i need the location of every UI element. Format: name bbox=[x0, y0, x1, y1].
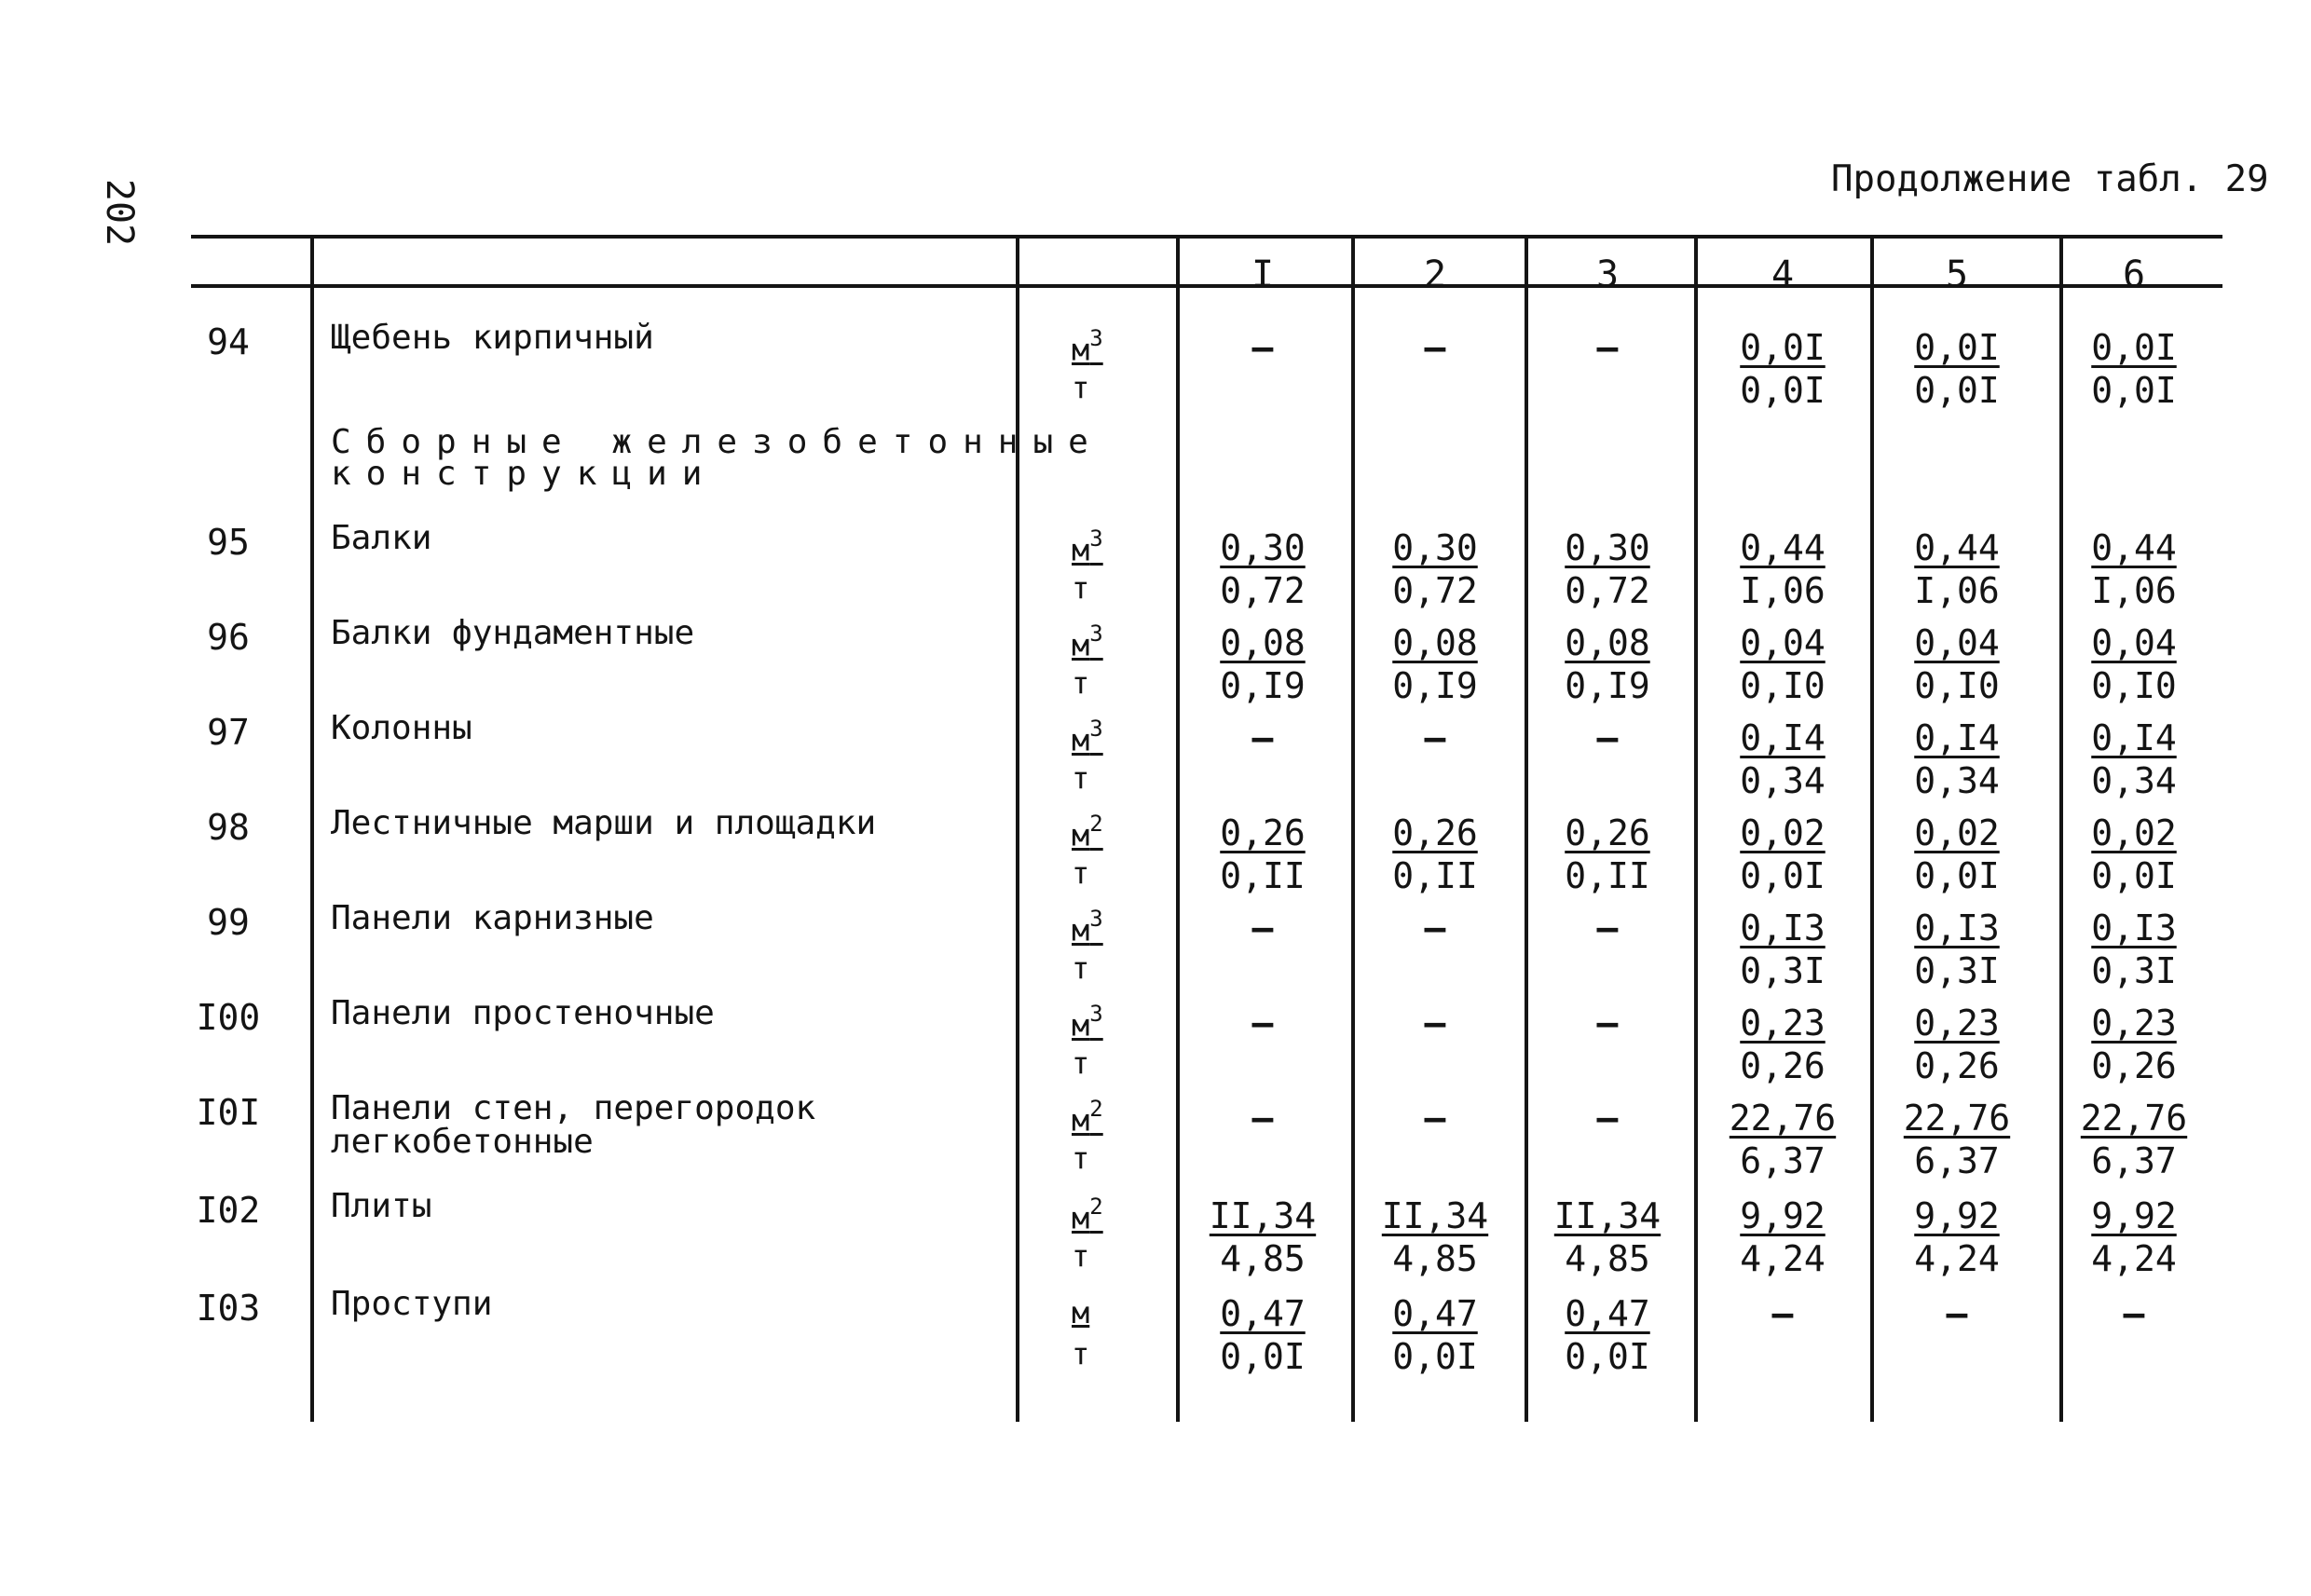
value-volume: 0,08 bbox=[1565, 622, 1650, 663]
empty-dash: – bbox=[1771, 1293, 1794, 1334]
empty-dash: – bbox=[1596, 717, 1619, 758]
empty-dash: – bbox=[2123, 1293, 2145, 1334]
value-volume: 9,92 bbox=[1914, 1195, 2000, 1236]
unit-volume: $м^3$ bbox=[1072, 1001, 1103, 1044]
unit-mass: т bbox=[1072, 570, 1090, 606]
column-header: 2 bbox=[1423, 253, 1447, 296]
value-volume: 22,76 bbox=[1729, 1098, 1837, 1139]
empty-dash: – bbox=[1596, 1003, 1619, 1044]
value-volume: 0,47 bbox=[1565, 1293, 1650, 1334]
value-mass: 0,34 bbox=[2091, 760, 2177, 801]
empty-dash: – bbox=[1596, 907, 1619, 948]
value-volume: 0,30 bbox=[1220, 527, 1306, 568]
table-continuation-caption: Продолжение табл. 29 bbox=[1831, 158, 2269, 200]
value-volume: 0,26 bbox=[1392, 812, 1478, 853]
value-mass: 0,0I bbox=[1392, 1336, 1478, 1377]
value-mass: 0,72 bbox=[1220, 570, 1306, 611]
item-name: Плиты bbox=[331, 1187, 432, 1225]
row-number: 98 bbox=[207, 807, 250, 848]
value-volume: 0,0I bbox=[2091, 327, 2177, 368]
item-name: Панели стен, перегородок легкобетонные bbox=[331, 1089, 816, 1161]
column-header: 4 bbox=[1771, 253, 1795, 296]
value-mass: 0,0I bbox=[2091, 370, 2177, 411]
value-mass: I,06 bbox=[1914, 570, 2000, 611]
value-mass: 0,0I bbox=[1220, 1336, 1306, 1377]
row-number: I03 bbox=[196, 1288, 261, 1329]
item-name: Балки bbox=[331, 519, 432, 557]
value-mass: 0,0I bbox=[1914, 370, 2000, 411]
unit-mass: т bbox=[1072, 950, 1090, 986]
value-volume: 9,92 bbox=[2091, 1195, 2177, 1236]
column-header: 3 bbox=[1595, 253, 1620, 296]
value-volume: 0,08 bbox=[1392, 622, 1478, 663]
value-mass: 0,II bbox=[1392, 855, 1478, 896]
page-number: 202 bbox=[98, 178, 142, 247]
value-mass: 6,37 bbox=[1740, 1140, 1826, 1181]
unit-volume: $м^3$ bbox=[1072, 621, 1103, 663]
unit-mass: т bbox=[1072, 855, 1090, 891]
value-mass: 0,0I bbox=[1740, 855, 1826, 896]
item-name: Панели простеночные bbox=[331, 994, 715, 1032]
empty-dash: – bbox=[1424, 907, 1446, 948]
value-mass: 0,34 bbox=[1914, 760, 2000, 801]
column-divider bbox=[1351, 237, 1355, 1422]
value-mass: 4,85 bbox=[1565, 1238, 1650, 1279]
value-mass: 0,I9 bbox=[1392, 665, 1478, 706]
value-mass: 4,85 bbox=[1220, 1238, 1306, 1279]
value-mass: 0,I0 bbox=[2091, 665, 2177, 706]
value-volume: II,34 bbox=[1209, 1195, 1317, 1236]
unit-volume: м bbox=[1072, 1295, 1090, 1330]
value-volume: 0,0I bbox=[1740, 327, 1826, 368]
column-divider bbox=[1016, 237, 1019, 1422]
column-header: I bbox=[1251, 253, 1275, 296]
value-volume: 0,04 bbox=[1914, 622, 2000, 663]
column-divider bbox=[1176, 237, 1180, 1422]
value-mass: I,06 bbox=[2091, 570, 2177, 611]
value-volume: 0,30 bbox=[1565, 527, 1650, 568]
value-mass: 6,37 bbox=[2091, 1140, 2177, 1181]
item-name: Балки фундаментные bbox=[331, 614, 695, 652]
value-mass: 4,24 bbox=[1740, 1238, 1826, 1279]
value-volume: 9,92 bbox=[1740, 1195, 1826, 1236]
item-name: Проступи bbox=[331, 1285, 493, 1323]
column-divider bbox=[1870, 237, 1874, 1422]
column-header: 5 bbox=[1945, 253, 1969, 296]
value-volume: 0,44 bbox=[1914, 527, 2000, 568]
value-mass: 0,0I bbox=[1565, 1336, 1650, 1377]
value-mass: 0,72 bbox=[1392, 570, 1478, 611]
unit-mass: т bbox=[1072, 1140, 1090, 1176]
row-number: 99 bbox=[207, 902, 250, 943]
unit-mass: т bbox=[1072, 370, 1090, 405]
unit-volume: $м^3$ bbox=[1072, 525, 1103, 568]
column-divider bbox=[2059, 237, 2063, 1422]
empty-dash: – bbox=[1251, 907, 1274, 948]
value-mass: 0,34 bbox=[1740, 760, 1826, 801]
value-volume: 0,44 bbox=[1740, 527, 1826, 568]
value-volume: 0,04 bbox=[1740, 622, 1826, 663]
value-volume: 0,I3 bbox=[1740, 907, 1826, 948]
unit-volume: $м^3$ bbox=[1072, 906, 1103, 948]
column-divider bbox=[1525, 237, 1528, 1422]
row-number: I00 bbox=[196, 997, 261, 1038]
item-name: Щебень кирпичный bbox=[331, 319, 654, 357]
value-mass: 0,26 bbox=[2091, 1045, 2177, 1086]
value-volume: 0,08 bbox=[1220, 622, 1306, 663]
unit-mass: т bbox=[1072, 760, 1090, 796]
value-volume: 0,02 bbox=[1740, 812, 1826, 853]
value-mass: 0,I9 bbox=[1220, 665, 1306, 706]
empty-dash: – bbox=[1424, 1003, 1446, 1044]
value-volume: 0,I3 bbox=[2091, 907, 2177, 948]
unit-volume: $м^2$ bbox=[1072, 1096, 1103, 1139]
empty-dash: – bbox=[1251, 1003, 1274, 1044]
value-volume: II,34 bbox=[1553, 1195, 1661, 1236]
row-number: I0I bbox=[196, 1092, 261, 1133]
value-volume: 0,23 bbox=[1740, 1003, 1826, 1044]
empty-dash: – bbox=[1424, 1098, 1446, 1139]
value-volume: 0,04 bbox=[2091, 622, 2177, 663]
item-name: Панели карнизные bbox=[331, 899, 654, 937]
value-volume: II,34 bbox=[1381, 1195, 1489, 1236]
value-volume: 0,47 bbox=[1220, 1293, 1306, 1334]
empty-dash: – bbox=[1596, 327, 1619, 368]
value-volume: 0,30 bbox=[1392, 527, 1478, 568]
value-mass: 6,37 bbox=[1914, 1140, 2000, 1181]
value-volume: 0,23 bbox=[1914, 1003, 2000, 1044]
value-mass: 0,3I bbox=[1914, 950, 2000, 991]
item-name: Лестничные марши и площадки bbox=[331, 804, 877, 842]
table-top-rule bbox=[191, 235, 2222, 239]
value-volume: 0,I4 bbox=[1914, 717, 2000, 758]
empty-dash: – bbox=[1251, 1098, 1274, 1139]
value-volume: 0,I3 bbox=[1914, 907, 2000, 948]
unit-volume: $м^3$ bbox=[1072, 716, 1103, 758]
value-volume: 0,02 bbox=[1914, 812, 2000, 853]
value-mass: 4,85 bbox=[1392, 1238, 1478, 1279]
empty-dash: – bbox=[1424, 717, 1446, 758]
value-mass: 0,3I bbox=[1740, 950, 1826, 991]
value-mass: 0,II bbox=[1565, 855, 1650, 896]
row-number: I02 bbox=[196, 1190, 261, 1231]
value-volume: 0,23 bbox=[2091, 1003, 2177, 1044]
empty-dash: – bbox=[1946, 1293, 1968, 1334]
row-number: 95 bbox=[207, 522, 250, 563]
column-header: 6 bbox=[2122, 253, 2146, 296]
value-mass: 0,0I bbox=[1740, 370, 1826, 411]
value-volume: 22,76 bbox=[1903, 1098, 2011, 1139]
value-mass: 0,26 bbox=[1740, 1045, 1826, 1086]
unit-volume: $м^3$ bbox=[1072, 325, 1103, 368]
unit-mass: т bbox=[1072, 1238, 1090, 1274]
row-number: 96 bbox=[207, 617, 250, 658]
value-mass: I,06 bbox=[1740, 570, 1826, 611]
value-mass: 0,0I bbox=[1914, 855, 2000, 896]
row-number: 97 bbox=[207, 712, 250, 753]
value-volume: 0,47 bbox=[1392, 1293, 1478, 1334]
value-mass: 0,0I bbox=[2091, 855, 2177, 896]
unit-volume: $м^2$ bbox=[1072, 1194, 1103, 1236]
section-heading: Сборные железобетонные конструкции bbox=[331, 423, 1103, 493]
empty-dash: – bbox=[1251, 327, 1274, 368]
value-volume: 0,26 bbox=[1220, 812, 1306, 853]
value-volume: 0,26 bbox=[1565, 812, 1650, 853]
empty-dash: – bbox=[1424, 327, 1446, 368]
unit-volume: $м^2$ bbox=[1072, 811, 1103, 853]
value-mass: 0,I0 bbox=[1914, 665, 2000, 706]
value-mass: 0,II bbox=[1220, 855, 1306, 896]
unit-mass: т bbox=[1072, 1045, 1090, 1081]
row-number: 94 bbox=[207, 321, 250, 362]
value-mass: 0,I9 bbox=[1565, 665, 1650, 706]
empty-dash: – bbox=[1596, 1098, 1619, 1139]
value-mass: 0,3I bbox=[2091, 950, 2177, 991]
value-mass: 0,72 bbox=[1565, 570, 1650, 611]
value-volume: 0,44 bbox=[2091, 527, 2177, 568]
item-name: Колонны bbox=[331, 709, 472, 747]
value-mass: 0,I0 bbox=[1740, 665, 1826, 706]
column-divider bbox=[1694, 237, 1698, 1422]
value-mass: 4,24 bbox=[2091, 1238, 2177, 1279]
value-volume: 0,I4 bbox=[1740, 717, 1826, 758]
value-volume: 22,76 bbox=[2080, 1098, 2188, 1139]
value-volume: 0,0I bbox=[1914, 327, 2000, 368]
value-mass: 0,26 bbox=[1914, 1045, 2000, 1086]
unit-mass: т bbox=[1072, 1336, 1090, 1371]
unit-mass: т bbox=[1072, 665, 1090, 701]
value-mass: 4,24 bbox=[1914, 1238, 2000, 1279]
value-volume: 0,02 bbox=[2091, 812, 2177, 853]
empty-dash: – bbox=[1251, 717, 1274, 758]
column-divider bbox=[310, 237, 314, 1422]
value-volume: 0,I4 bbox=[2091, 717, 2177, 758]
